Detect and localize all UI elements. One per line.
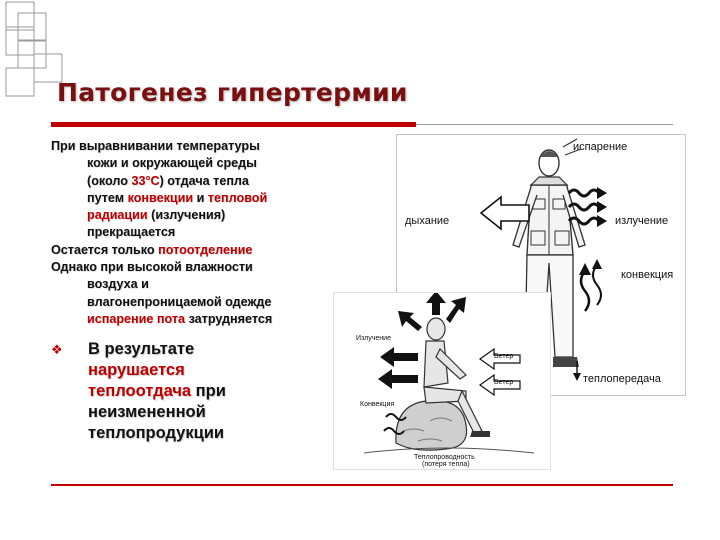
label-evaporation: испарение xyxy=(573,141,628,153)
label-heat-loss-small: (потеря тепла) xyxy=(422,461,470,468)
label-wind-1: Ветер xyxy=(494,353,514,360)
radiation-term: радиации xyxy=(87,208,148,223)
slide-title: Патогенез гипертермии xyxy=(57,78,408,107)
thermal-term: тепловой xyxy=(207,190,268,205)
title-underline-red xyxy=(51,122,416,127)
paragraph-3 xyxy=(51,259,336,328)
temperature-value: 33°С xyxy=(131,173,160,188)
label-conduction-small: Теплопроводность xyxy=(414,454,475,461)
p1-line-3: (около 33°С) отдача тепла xyxy=(87,173,249,188)
p1-line-4: путем конвекции и тепловой xyxy=(87,190,268,205)
p3-line-4: испарение пота затрудняется xyxy=(87,311,273,326)
p3-line-2: воздуха и xyxy=(87,277,149,292)
label-radiation: излучение xyxy=(615,215,669,227)
title-underline-grey xyxy=(416,124,673,125)
paragraph-2: Остается только потоотделение xyxy=(51,242,253,257)
p1-line-1: При выравнивании температуры xyxy=(51,139,260,153)
p1-line-5: радиации (излучения) xyxy=(87,208,226,223)
p3-line-3: влагонепроницаемой одежде xyxy=(87,294,272,309)
diamond-bullet-icon: ❖ xyxy=(51,342,63,357)
disrupted-term: нарушается xyxy=(88,361,185,379)
paragraph-1 xyxy=(51,138,336,242)
sweating-term: потоотделение xyxy=(158,242,253,257)
body-text xyxy=(51,138,336,328)
seated-person-illustration xyxy=(334,293,550,469)
label-breathing: дыхание xyxy=(405,215,450,227)
label-convection-small: Конвекция xyxy=(360,401,395,408)
heat-exchange-figure-seated xyxy=(333,292,551,470)
bullet-text: В результате нарушается теплоотдача при неизмененной теплопродукции xyxy=(88,340,226,442)
p1-line-2: кожи и окружающей среды xyxy=(87,156,257,171)
label-convection: конвекция xyxy=(621,269,674,281)
label-wind-2: Ветер xyxy=(494,379,514,386)
p3-line-1: Однако при высокой влажности xyxy=(51,260,253,275)
footer-rule xyxy=(51,484,673,486)
label-conduction: теплопередача xyxy=(583,373,661,385)
label-radiation-small: Излучение xyxy=(356,335,391,342)
heat-loss-term: теплоотдача xyxy=(88,382,192,400)
p1-line-6: прекращается xyxy=(87,225,176,240)
sweat-evaporation-term: испарение пота xyxy=(87,311,186,326)
convection-term: конвекции xyxy=(127,190,194,205)
